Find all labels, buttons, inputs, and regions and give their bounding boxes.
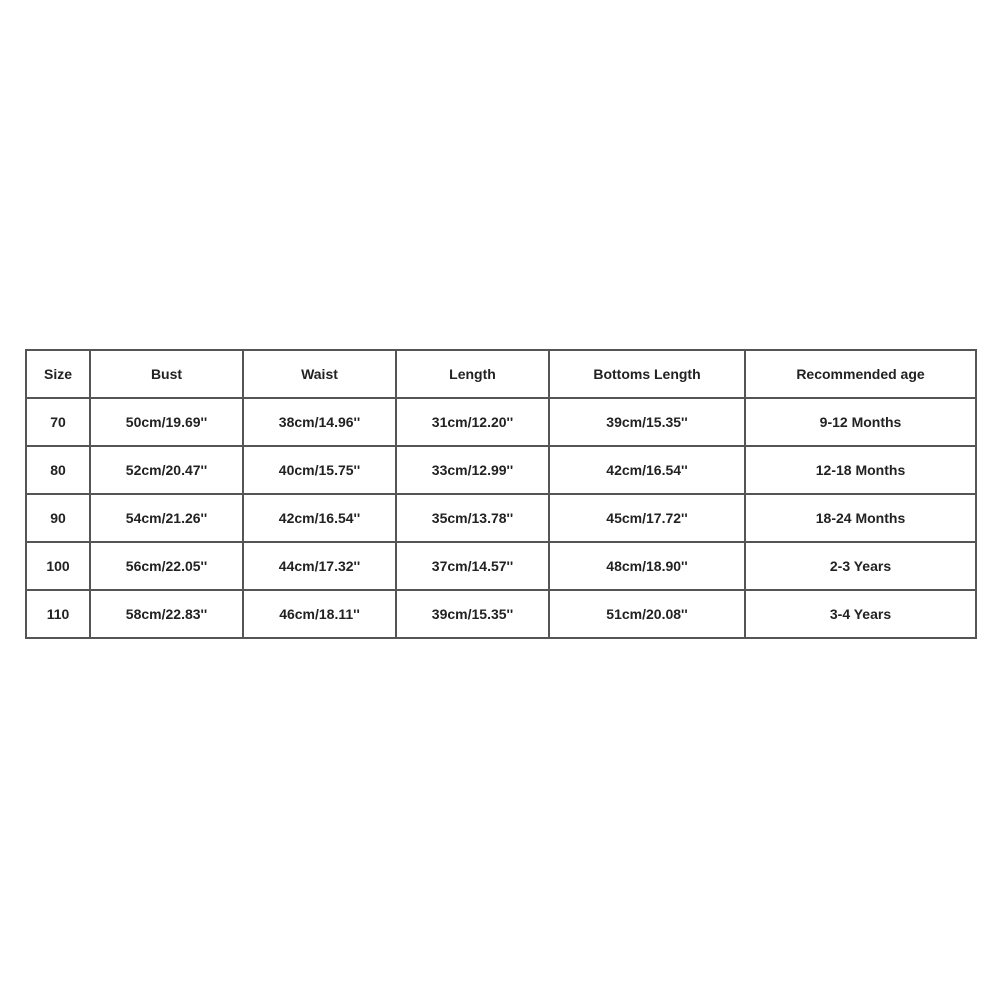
cell-waist: 38cm/14.96'' [243,398,396,446]
table-row [26,590,976,638]
table-row [26,542,976,590]
cell-waist: 40cm/15.75'' [243,446,396,494]
cell-waist: 46cm/18.11'' [243,590,396,638]
table-row [26,398,976,446]
cell-length: 35cm/13.78'' [396,494,549,542]
cell-length: 39cm/15.35'' [396,590,549,638]
column-header-waist: Waist [243,350,396,398]
cell-bottoms-length: 51cm/20.08'' [549,590,745,638]
cell-recommended-age: 9-12 Months [745,398,976,446]
cell-size: 80 [26,446,90,494]
cell-size: 90 [26,494,90,542]
cell-bust: 58cm/22.83'' [90,590,243,638]
cell-bust: 50cm/19.69'' [90,398,243,446]
cell-length: 33cm/12.99'' [396,446,549,494]
cell-recommended-age: 18-24 Months [745,494,976,542]
table-row [26,446,976,494]
cell-waist: 42cm/16.54'' [243,494,396,542]
cell-bottoms-length: 39cm/15.35'' [549,398,745,446]
cell-size: 110 [26,590,90,638]
column-header-bust: Bust [90,350,243,398]
column-header-recommended-age: Recommended age [745,350,976,398]
cell-length: 31cm/12.20'' [396,398,549,446]
column-header-size: Size [26,350,90,398]
table-row [26,494,976,542]
cell-recommended-age: 12-18 Months [745,446,976,494]
cell-bust: 52cm/20.47'' [90,446,243,494]
cell-length: 37cm/14.57'' [396,542,549,590]
cell-size: 70 [26,398,90,446]
cell-bottoms-length: 42cm/16.54'' [549,446,745,494]
cell-bottoms-length: 45cm/17.72'' [549,494,745,542]
column-header-bottoms-length: Bottoms Length [549,350,745,398]
cell-recommended-age: 2-3 Years [745,542,976,590]
table-header-row [26,350,976,398]
cell-size: 100 [26,542,90,590]
size-chart-table [25,349,977,639]
column-header-length: Length [396,350,549,398]
cell-bust: 54cm/21.26'' [90,494,243,542]
cell-bottoms-length: 48cm/18.90'' [549,542,745,590]
cell-bust: 56cm/22.05'' [90,542,243,590]
cell-waist: 44cm/17.32'' [243,542,396,590]
cell-recommended-age: 3-4 Years [745,590,976,638]
